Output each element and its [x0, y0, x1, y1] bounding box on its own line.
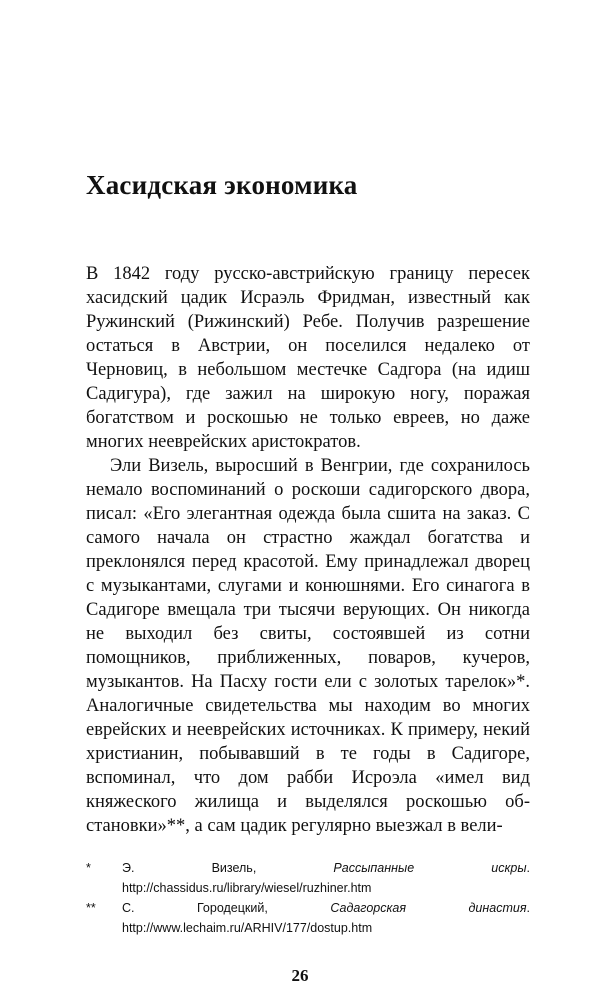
footnote-2-author: С. Городецкий,: [122, 901, 331, 915]
footnotes: [86, 858, 530, 938]
footnote-1-marker: *: [86, 861, 91, 875]
body-paragraph-1: В 1842 году русско-австрийскую границу пересек хасидский цадик Исраэль Фридман, известный как Ружинский (Рижинский) Ребе. Получив разрешение остаться в Австрии, он поселился недалеко от Черновиц, в небольшом местечке Садгора (на идиш Садигура), где зажил на широкую ногу, поражая богатством и роскошью не только евреев, но даже многих нееврейских аристократов.: [86, 264, 530, 452]
footnote-2-source: . http://www.lechaim.ru/ARHIV/177/dostup.htm: [122, 901, 530, 935]
footnote-1-title: Рассыпанные искры: [333, 861, 527, 875]
footnote-2: [86, 898, 530, 938]
body-paragraph-2: Эли Визель, выросший в Венгрии, где сохранилось немало воспоминаний о роскоши садигорского двора, писал: «Его элегантная одежда была сшита на заказ. С самого начала он страстно жаждал богатства и преклонялся перед красотой. Ему принадлежал дворец с музыкантами, слугами и конюшнями. Его синагога в Садигоре вмещала три тысячи верующих. Он никогда не выходил без свиты, состоявшей из сотни помощников, приближенных, поваров, кучеров, музыкантов. На Пасху гости ели с золотых тарелок»*. Аналогичные свидетельства мы находим во многих еврейских и нееврейских источниках. К примеру, некий христианин, побывавший в те годы в Садигоре, вспоминал, что дом рабби Исроэла «имел вид княжеского жилища и выделялся роскошью обстановки»**, а сам цадик регулярно выезжал в вели-: [86, 456, 530, 836]
page-number: 26: [291, 966, 309, 985]
footnote-1: [86, 858, 530, 898]
chapter-title: Хасидская экономика: [86, 170, 358, 200]
body-text: [86, 262, 530, 838]
footnote-1-source: . http://chassidus.ru/library/wiesel/ruzhiner.htm: [122, 861, 530, 895]
footnote-2-marker: **: [86, 901, 96, 915]
footnote-1-author: Э. Визель,: [122, 861, 334, 875]
footnote-2-title: Садагорская династия: [330, 901, 527, 915]
